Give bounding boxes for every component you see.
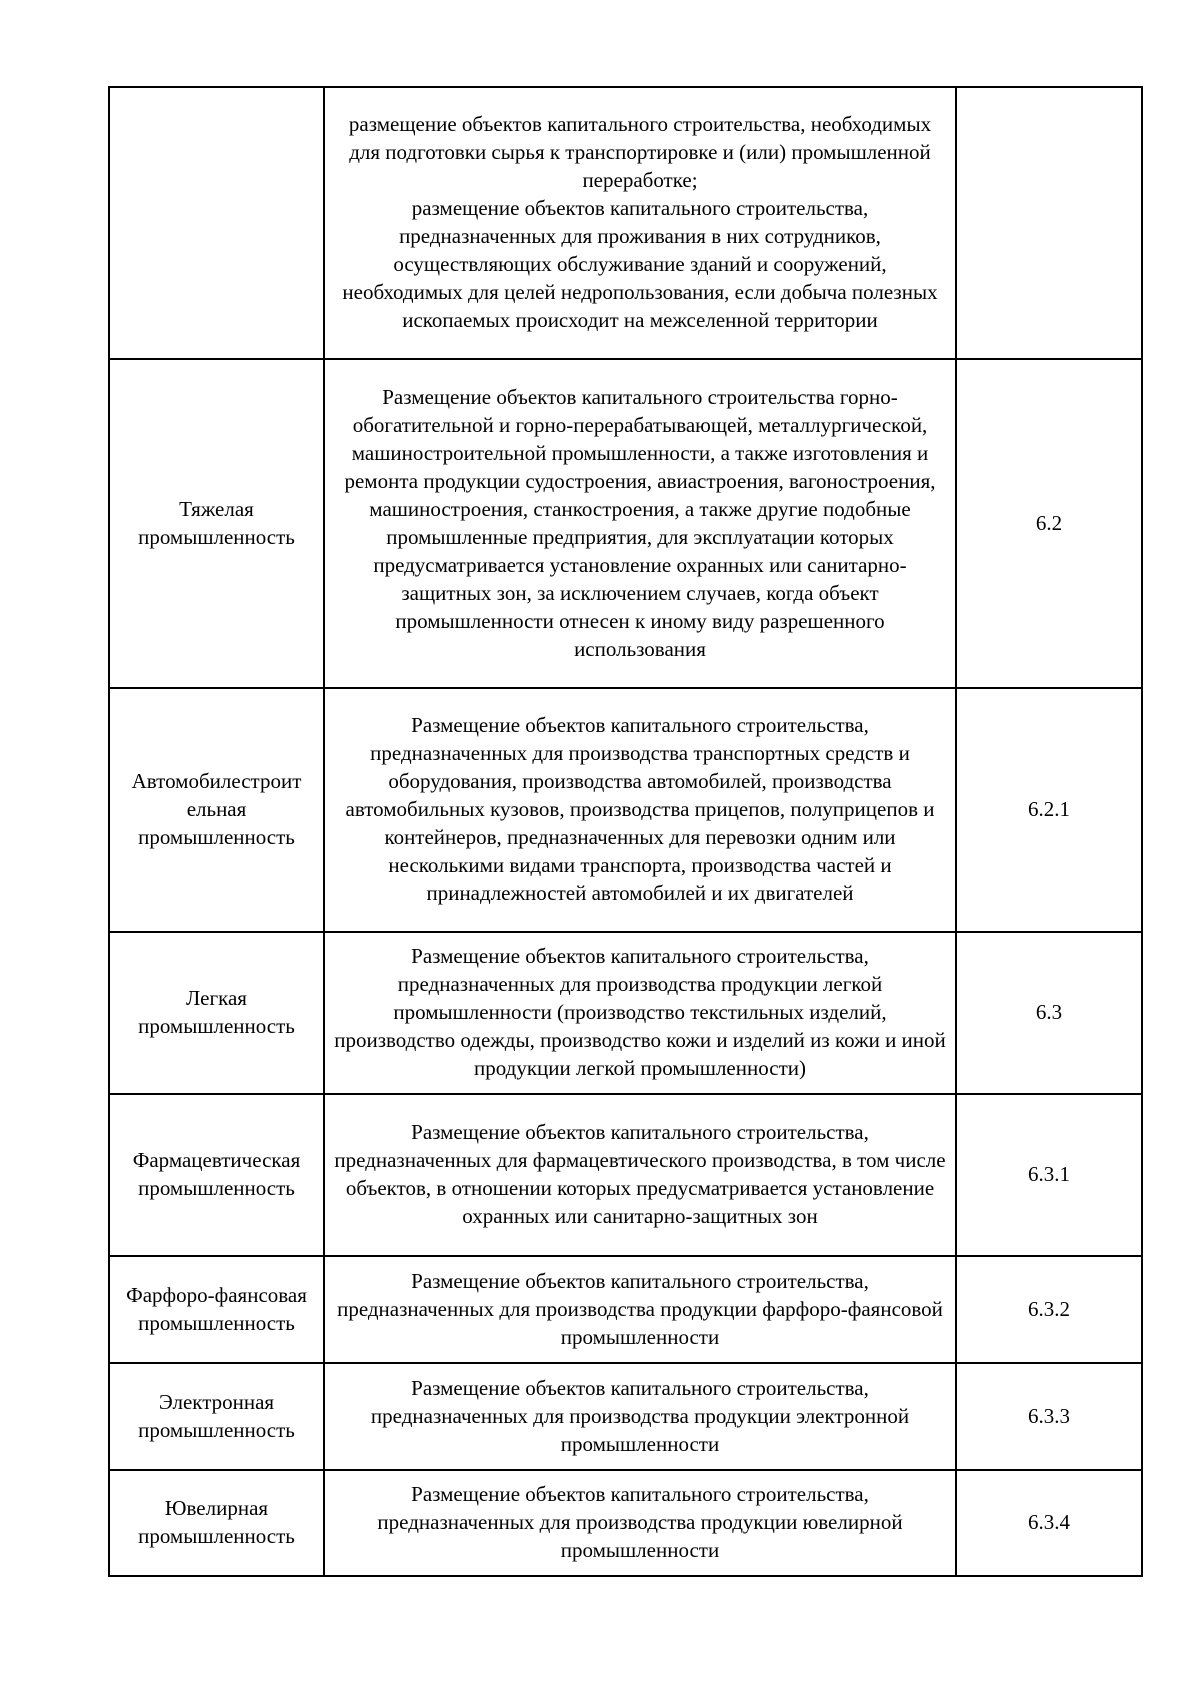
use-type-description: размещение объектов капитального строительства, предназначенных для проживания в них сотрудников, осуществляющих обслуживание зданий и сооружений, необходимых для целей недропользования, если добыча полезных ископаемых происходит на межселенной территории [342,196,938,332]
use-type-name-cell [109,688,324,932]
use-type-code: 6.3 [956,932,1142,1094]
use-type-description-cell [324,688,956,932]
table-row [109,1256,1142,1363]
use-type-description: размещение объектов капитального строительства, необходимых для подготовки сырья к транспортировке и (или) промышленной переработке; [348,112,932,192]
table-row [109,87,1142,359]
use-type-description: Размещение объектов капитального строительства, предназначенных для производства продукции ювелирной промышленности [377,1482,903,1562]
use-type-name-cell [109,1094,324,1256]
use-type-code: 6.2 [956,359,1142,688]
table-row [109,1363,1142,1470]
use-type-description-cell [324,1363,956,1470]
use-type-description-cell [324,932,956,1094]
use-type-description: Размещение объектов капитального строительства, предназначенных для производства продукции легкой промышленности (производство текстильных изделий, производство одежды, производство кожи и изделий из кожи и иной продукции легкой промышленности) [334,944,946,1080]
use-type-name: Легкая промышленность [138,986,295,1038]
use-type-code: 6.2.1 [956,688,1142,932]
table-row [109,688,1142,932]
table-row [109,932,1142,1094]
use-type-description: Размещение объектов капитального строительства, предназначенных для производства продукции фарфоро-фаянсовой промышленности [337,1268,943,1349]
use-type-code: 6.3.4 [956,1470,1142,1576]
use-type-name: Тяжелая промышленность [138,496,295,549]
use-type-name: Ювелирная промышленность [138,1496,295,1548]
use-type-name: Фарфоро-фаянсовая промышленность [126,1282,307,1335]
land-use-table [108,86,1143,1577]
table-row [109,359,1142,688]
use-type-description: Размещение объектов капитального строительства, предназначенных для производства транспортных средств и оборудования, производства автомобилей, производства автомобильных кузовов, производства прицепов, полуприцепов и контейнеров, предназначенных для перевозки одним или несколькими видами транспорта, производства частей и принадлежностей автомобилей и их двигателей [345,713,935,905]
use-type-description: Размещение объектов капитального строительства, предназначенных для производства продукции электронной промышленности [370,1375,910,1456]
use-type-name: Электронная промышленность [138,1389,295,1442]
table-row [109,1094,1142,1256]
use-type-description: Размещение объектов капитального строительства, предназначенных для фармацевтического производства, в том числе объектов, в отношении которых предусматривается установление охранных или санитарно-защитных зон [334,1120,946,1228]
use-type-name: Автомобилестроит ельная промышленность [131,769,302,849]
use-type-code: 6.3.1 [956,1094,1142,1256]
use-type-name: Фармацевтическая промышленность [132,1148,301,1200]
table-row [109,1470,1142,1576]
use-type-name-cell [109,359,324,688]
use-type-name-cell [109,1363,324,1470]
use-type-code: 6.3.2 [956,1256,1142,1363]
use-type-name-cell [109,87,324,359]
use-type-description-cell [324,87,956,359]
use-type-name-cell [109,1470,324,1576]
use-type-description-cell [324,1256,956,1363]
use-type-description-cell [324,359,956,688]
use-type-code: 6.3.3 [956,1363,1142,1470]
use-type-name-cell [109,1256,324,1363]
use-type-code [956,87,1142,359]
use-type-description-cell [324,1470,956,1576]
use-type-description-cell [324,1094,956,1256]
use-type-name-cell [109,932,324,1094]
use-type-description: Размещение объектов капитального строительства горно-обогатительной и горно-перерабатывающей, металлургической, машиностроительной промышленности, а также изготовления и ремонта продукции судостроения, авиастроения, вагоностроения, машиностроения, станкостроения, а также другие подобные промышленные предприятия, для эксплуатации которых предусматривается установление охранных или санитарно-защитных зон, за исключением случаев, когда объект промышленности отнесен к иному виду разрешенного использования [344,384,936,661]
